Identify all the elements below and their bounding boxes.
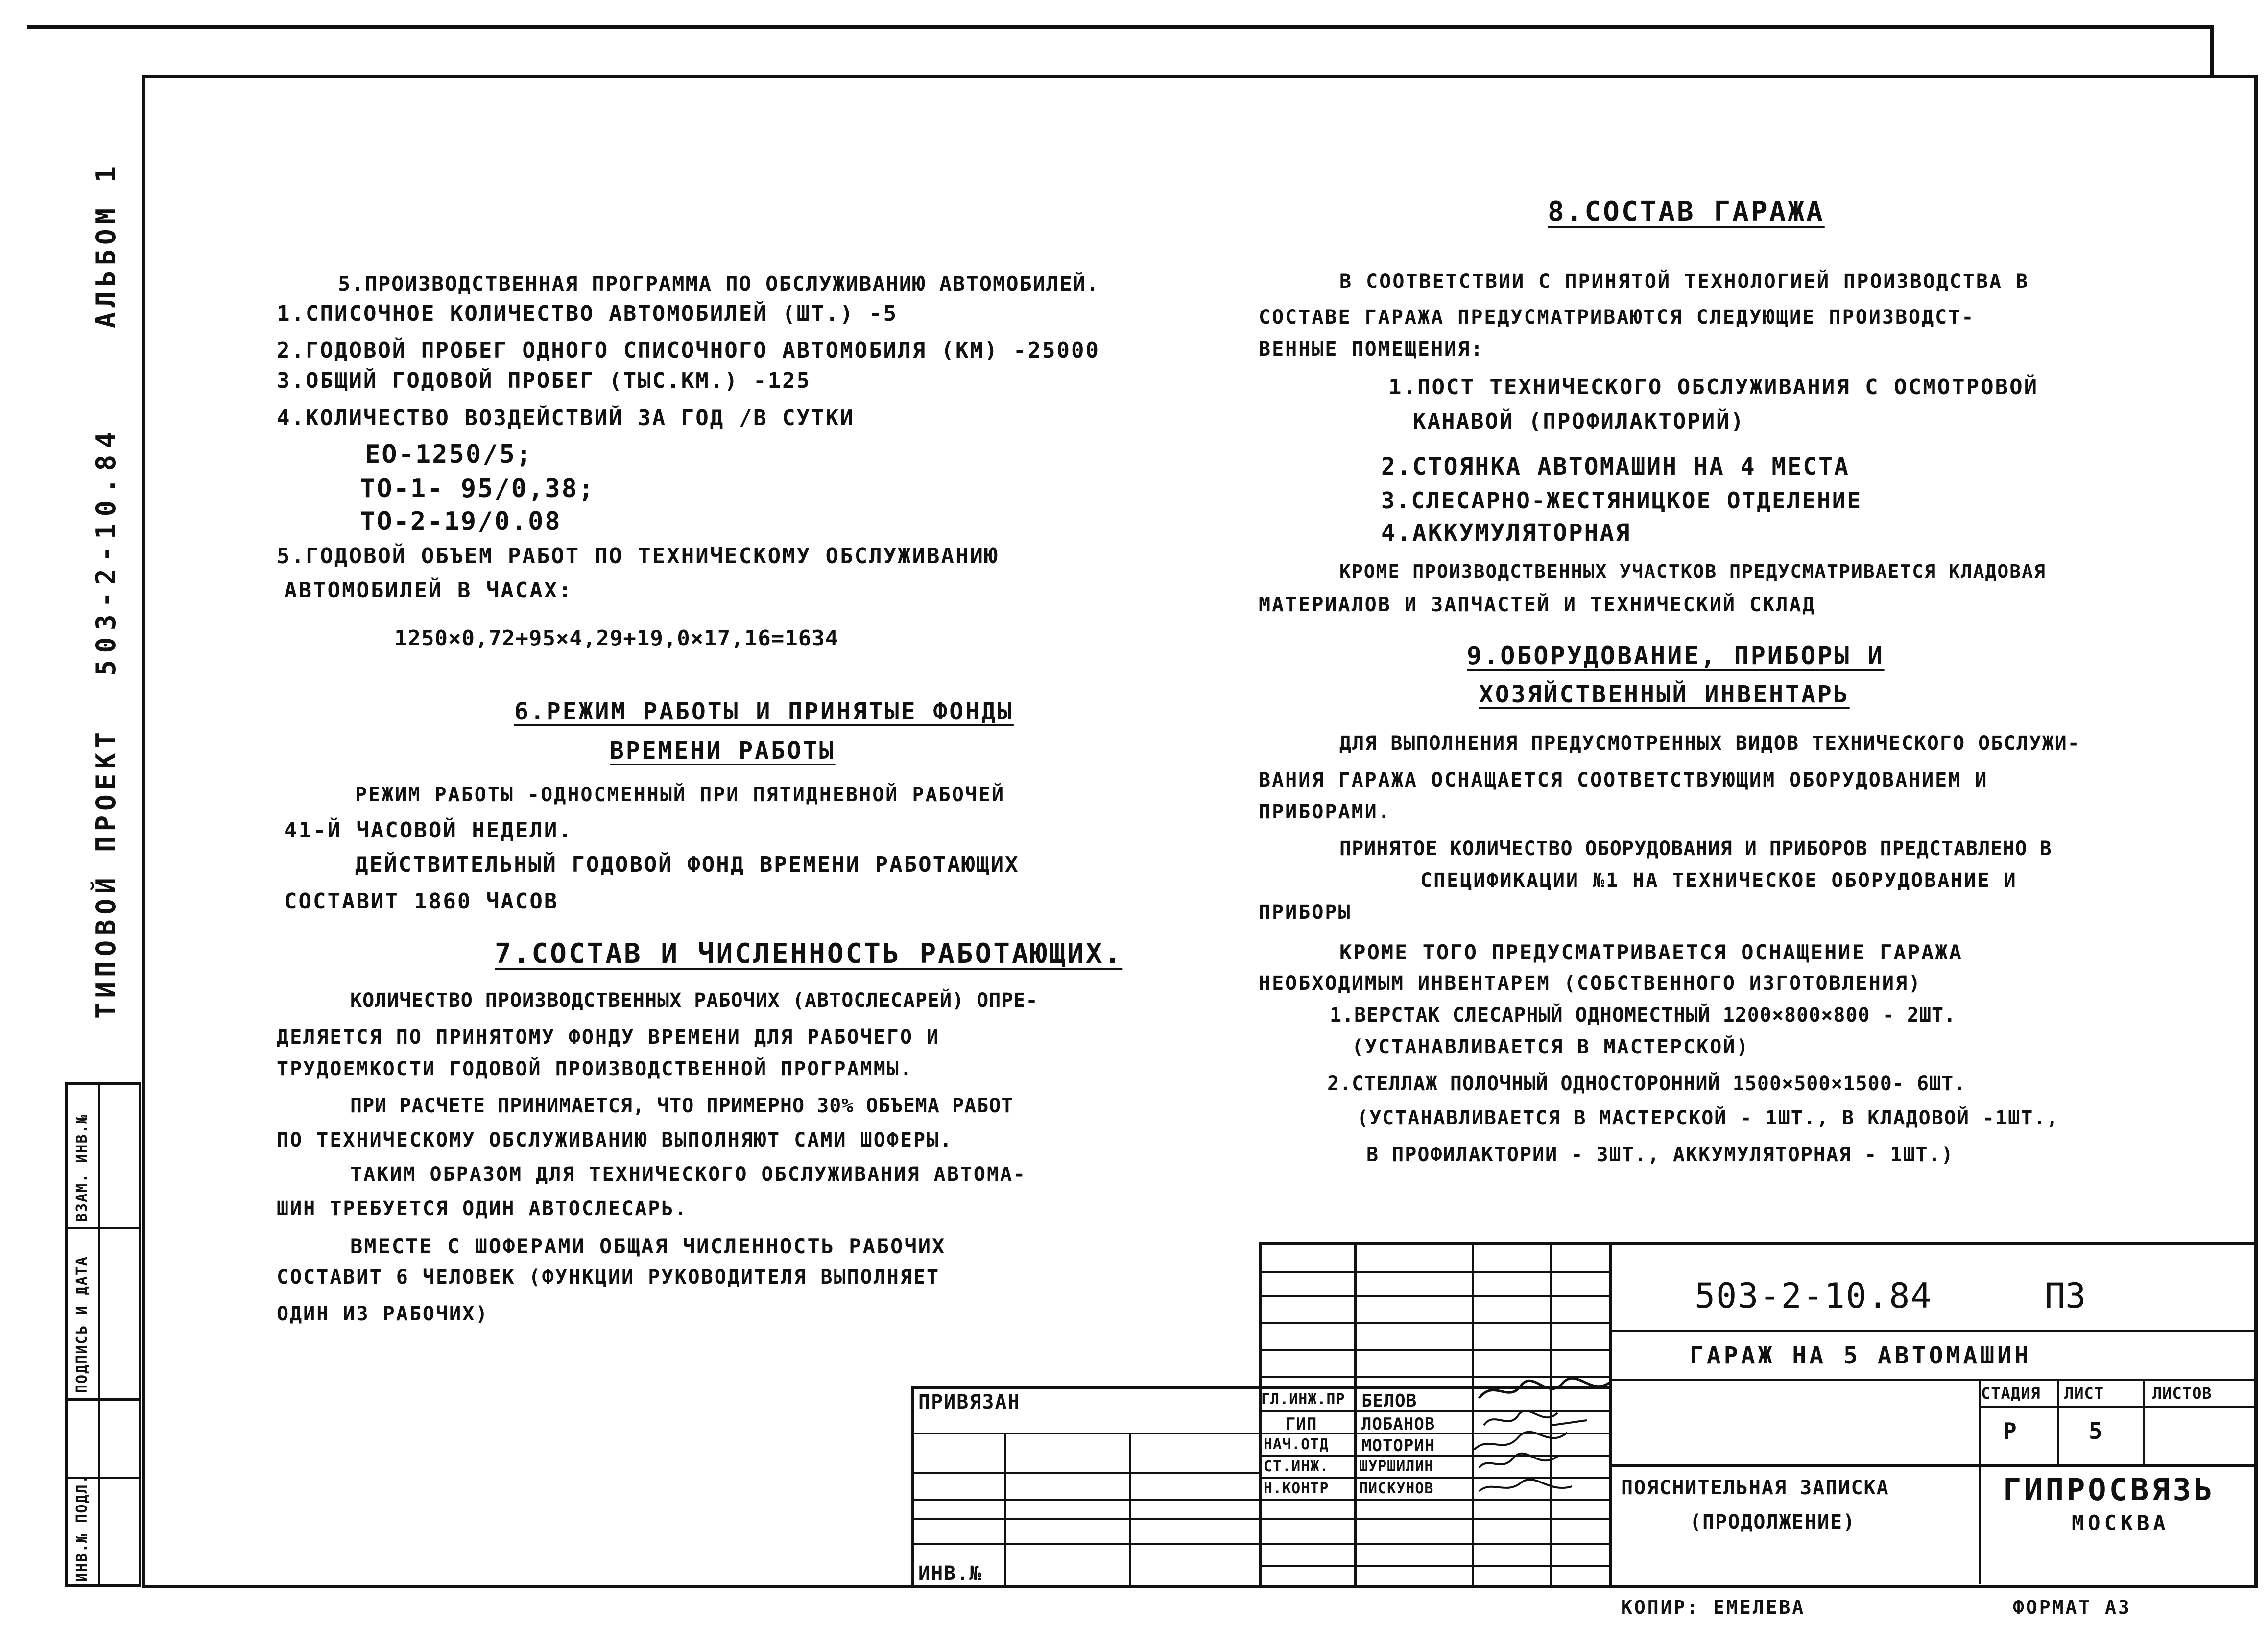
project-code-vertical: 503-2-10.84 [91,425,121,676]
outer-frame-top [27,25,2214,29]
section8-item4: 4.АККУМУЛЯТОРНАЯ [1381,519,1631,547]
role-senior-engineer: СТ.ИНЖ. [1264,1458,1329,1475]
section7-p2a: ПРИ РАСЧЕТЕ ПРИНИМАЕТСЯ, ЧТО ПРИМЕРНО 30% ОБЪЕМА РАБОТ [350,1095,1014,1117]
section9-item2c: В ПРОФИЛАКТОРИИ - 3ШТ., АККУМУЛЯТОРНАЯ - 1ШТ.) [1366,1144,1954,1166]
section8-item1b: КАНАВОЙ (ПРОФИЛАКТОРИЙ) [1413,409,1745,434]
section9-heading-a: 9.ОБОРУДОВАНИЕ, ПРИБОРЫ И [1467,642,1885,670]
strip-label-inv: ИНВ.№ ПОДЛ. [73,1474,91,1582]
section5-to2: ТО-2-19/0.08 [360,507,562,536]
section7-p3b: ШИН ТРЕБУЕТСЯ ОДИН АВТОСЛЕСАРЬ. [277,1197,688,1220]
section8-p1b: СОСТАВЕ ГАРАЖА ПРЕДУСМАТРИВАЮТСЯ СЛЕДУЮЩИЕ ПРОИЗВОДСТ- [1259,306,1975,329]
sheet-value: 5 [2089,1418,2103,1444]
section5-line3: 3.ОБЩИЙ ГОДОВОЙ ПРОБЕГ (ТЫС.КМ.) -125 [277,368,812,393]
section9-heading-b: ХОЗЯЙСТВЕННЫЙ ИНВЕНТАРЬ [1479,681,1850,708]
section9-p1a: ДЛЯ ВЫПОЛНЕНИЯ ПРЕДУСМОТРЕННЫХ ВИДОВ ТЕХНИЧЕСКОГО ОБСЛУЖИ- [1339,732,2080,755]
section6-heading-b: ВРЕМЕНИ РАБОТЫ [610,737,836,765]
doc-type-b: (ПРОДОЛЖЕНИЕ) [1690,1511,1856,1533]
section7-p4b: СОСТАВИТ 6 ЧЕЛОВЕК (ФУНКЦИИ РУКОВОДИТЕЛЯ ВЫПОЛНЯЕТ [277,1266,940,1289]
role-gip: ГИП [1286,1414,1317,1434]
section7-p4a: ВМЕСТЕ С ШОФЕРАМИ ОБЩАЯ ЧИСЛЕННОСТЬ РАБОЧИХ [350,1234,946,1258]
inv-number-label: ИНВ.№ [918,1562,982,1585]
section6-p1b: 41-Й ЧАСОВОЙ НЕДЕЛИ. [284,818,573,843]
section5-heading: 5.ПРОИЗВОДСТВЕННАЯ ПРОГРАММА ПО ОБСЛУЖИВАНИЮ АВТОМОБИЛЕЙ. [338,272,1100,296]
copier-label: КОПИР: ЕМЕЛЕВА [1621,1597,1806,1618]
signature-strip [65,1082,141,1587]
strip-label-vzam: ВЗАМ. ИНВ.№ [73,1114,91,1222]
section8-p1a: В СООТВЕТСТВИИ С ПРИНЯТОЙ ТЕХНОЛОГИЕЙ ПРОИЗВОДСТВА В [1339,270,2029,293]
role-head-dept: НАЧ.ОТД [1264,1436,1329,1453]
section6-heading-a: 6.РЕЖИМ РАБОТЫ И ПРИНЯТЫЕ ФОНДЫ [514,698,1014,725]
section9-item2b: (УСТАНАВЛИВАЕТСЯ В МАСТЕРСКОЙ - 1ШТ., В КЛАДОВОЙ -1ШТ., [1357,1107,2059,1129]
section5-line1: 1.СПИСОЧНОЕ КОЛИЧЕСТВО АВТОМОБИЛЕЙ (ШТ.) -5 [277,301,898,326]
section9-item1a: 1.ВЕРСТАК СЛЕСАРНЫЙ ОДНОМЕСТНЫЙ 1200×800×800 - 2ШТ. [1330,1004,1957,1027]
signature-shurshilin-icon [1474,1451,1567,1475]
section9-p2a: ПРИНЯТОЕ КОЛИЧЕСТВО ОБОРУДОВАНИЯ И ПРИБОРОВ ПРЕДСТАВЛЕНО В [1339,837,2052,860]
section8-item3: 3.СЛЕСАРНО-ЖЕСТЯНИЦКОЕ ОТДЕЛЕНИЕ [1381,487,1862,514]
sheet-label: ЛИСТ [2064,1384,2104,1403]
section8-item1a: 1.ПОСТ ТЕХНИЧЕСКОГО ОБСЛУЖИВАНИЯ С ОСМОТРОВОЙ [1388,375,2039,400]
section8-item2: 2.СТОЯНКА АВТОМАШИН НА 4 МЕСТА [1381,453,1850,480]
section9-p2c: ПРИБОРЫ [1259,901,1352,924]
name-belov: БЕЛОВ [1361,1391,1417,1411]
signature-belov-icon [1474,1374,1621,1408]
format-label: ФОРМАТ А3 [2013,1597,2131,1618]
section5-to1: ТО-1- 95/0,38; [360,474,596,503]
role-chief-engineer: ГЛ.ИНЖ.ПР [1261,1391,1345,1408]
section5-eo: ЕО-1250/5; [365,440,533,469]
section6-p2b: СОСТАВИТ 1860 ЧАСОВ [284,889,559,914]
sheets-label: ЛИСТОВ [2152,1384,2212,1403]
name-piskunov: ПИСКУНОВ [1359,1480,1434,1497]
section9-p1c: ПРИБОРАМИ. [1259,801,1391,823]
organization-name: ГИПРОСВЯЗЬ [2003,1472,2216,1507]
section7-p1a: КОЛИЧЕСТВО ПРОИЗВОДСТВЕННЫХ РАБОЧИХ (АВТОСЛЕСАРЕЙ) ОПРЕ- [350,989,1038,1012]
section7-p1b: ДЕЛЯЕТСЯ ПО ПРИНЯТОМУ ФОНДУ ВРЕМЕНИ ДЛЯ РАБОЧЕГО И [277,1026,940,1049]
section9-p3a: КРОМЕ ТОГО ПРЕДУСМАТРИВАЕТСЯ ОСНАЩЕНИЕ ГАРАЖА [1339,940,1963,964]
strip-label-podpis: ПОДПИСЬ И ДАТА [73,1256,91,1393]
section8-heading: 8.СОСТАВ ГАРАЖА [1548,196,1825,228]
name-lobanov: ЛОБАНОВ [1361,1414,1435,1434]
inner-frame-left [142,75,145,1588]
section5-line5a: 5.ГОДОВОЙ ОБЪЕМ РАБОТ ПО ТЕХНИЧЕСКОМУ ОБСЛУЖИВАНИЮ [277,544,999,569]
section5-line5b: АВТОМОБИЛЕЙ В ЧАСАХ: [284,578,573,603]
bound-label: ПРИВЯЗАН [918,1391,1021,1413]
name-motorin: МОТОРИН [1361,1436,1435,1456]
section7-p3a: ТАКИМ ОБРАЗОМ ДЛЯ ТЕХНИЧЕСКОГО ОБСЛУЖИВАНИЯ АВТОМА- [350,1163,1027,1186]
section9-item1b: (УСТАНАВЛИВАЕТСЯ В МАСТЕРСКОЙ) [1352,1036,1750,1058]
section6-p2a: ДЕЙСТВИТЕЛЬНЫЙ ГОДОВОЙ ФОНД ВРЕМЕНИ РАБОТАЮЩИХ [355,852,1020,877]
inner-frame-bottom [142,1585,2258,1588]
section8-p2a: КРОМЕ ПРОИЗВОДСТВЕННЫХ УЧАСТКОВ ПРЕДУСМАТРИВАЕТСЯ КЛАДОВАЯ [1339,561,2046,582]
section7-p2b: ПО ТЕХНИЧЕСКОМУ ОБСЛУЖИВАНИЮ ВЫПОЛНЯЮТ САМИ ШОФЕРЫ. [277,1129,954,1151]
organization-city: МОСКВА [2072,1511,2170,1535]
section5-formula: 1250×0,72+95×4,29+19,0×17,16=1634 [394,626,839,651]
section8-p2b: МАТЕРИАЛОВ И ЗАПЧАСТЕЙ И ТЕХНИЧЕСКИЙ СКЛАД [1259,594,1816,616]
stage-value: Р [2003,1418,2018,1444]
section6-p1a: РЕЖИМ РАБОТЫ -ОДНОСМЕННЫЙ ПРИ ПЯТИДНЕВНОЙ РАБОЧЕЙ [355,784,1005,806]
section5-line2: 2.ГОДОВОЙ ПРОБЕГ ОДНОГО СПИСОЧНОГО АВТОМОБИЛЯ (КМ) -25000 [277,338,1100,363]
section9-p1b: ВАНИЯ ГАРАЖА ОСНАЩАЕТСЯ СООТВЕТСТВУЮЩИМ ОБОРУДОВАНИЕМ И [1259,769,1988,791]
section7-p4c: ОДИН ИЗ РАБОЧИХ) [277,1303,489,1325]
drawing-title: ГАРАЖ НА 5 АВТОМАШИН [1690,1342,2031,1369]
inner-frame-right [2254,75,2258,1588]
section7-p1c: ТРУДОЕМКОСТИ ГОДОВОЙ ПРОИЗВОДСТВЕННОЙ ПРОГРАММЫ. [277,1058,913,1080]
section7-heading: 7.СОСТАВ И ЧИСЛЕННОСТЬ РАБОТАЮЩИХ. [495,938,1123,970]
section9-item2a: 2.СТЕЛЛАЖ ПОЛОЧНЫЙ ОДНОСТОРОННИЙ 1500×500×1500- 6ШТ. [1327,1073,1966,1095]
name-shurshilin: ШУРШИЛИН [1359,1458,1434,1475]
inner-frame-top [142,75,2258,78]
role-norm-control: Н.КОНТР [1264,1480,1329,1497]
sheet-code: ПЗ [2045,1276,2086,1316]
section5-line4: 4.КОЛИЧЕСТВО ВОЗДЕЙСТВИЙ ЗА ГОД /В СУТКИ [277,406,855,430]
album-label: АЛЬБОМ 1 [91,161,121,328]
section9-p2b: СПЕЦИФИКАЦИИ №1 НА ТЕХНИЧЕСКОЕ ОБОРУДОВАНИЕ И [1420,869,2017,892]
outer-frame-right [2210,25,2214,78]
doc-type-a: ПОЯСНИТЕЛЬНАЯ ЗАПИСКА [1621,1477,1889,1499]
doc-code: 503-2-10.84 [1695,1276,1933,1316]
signature-piskunov-icon [1474,1474,1577,1499]
section8-p1c: ВЕННЫЕ ПОМЕЩЕНИЯ: [1259,338,1484,360]
section9-p3b: НЕОБХОДИМЫМ ИНВЕНТАРЕМ (СОБСТВЕННОГО ИЗГОТОВЛЕНИЯ) [1259,972,1922,995]
stage-label: СТАДИЯ [1981,1384,2041,1403]
project-type-label: ТИПОВОЙ ПРОЕКТ [91,727,121,1019]
